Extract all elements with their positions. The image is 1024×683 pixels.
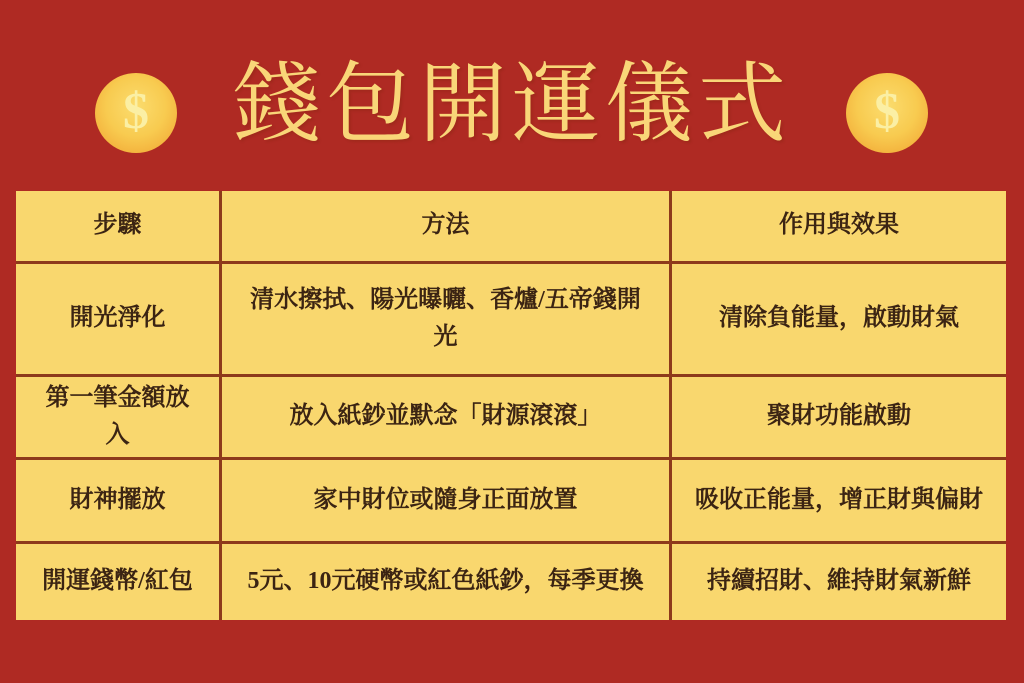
- column-header-effect: 作用與效果: [672, 191, 1006, 261]
- table-cell-effect: 持續招財、維持財氣新鮮: [672, 544, 1006, 620]
- table-cell-method: 放入紙鈔並默念「財源滾滾」: [222, 377, 669, 457]
- table-cell-effect: 聚財功能啟動: [672, 377, 1006, 457]
- table-cell-step: 開光淨化: [16, 264, 219, 374]
- column-header-method: 方法: [222, 191, 669, 261]
- table-cell-method: 清水擦拭、陽光曝曬、香爐/五帝錢開光: [222, 264, 669, 374]
- table-cell-method: 家中財位或隨身正面放置: [222, 460, 669, 541]
- table-cell-step: 財神擺放: [16, 460, 219, 541]
- table-cell-step: 第一筆金額放入: [16, 377, 219, 457]
- table-cell-step: 開運錢幣/紅包: [16, 544, 219, 620]
- table-cell-effect: 吸收正能量，增正財與偏財: [672, 460, 1006, 541]
- page-title: 錢包開運儀式: [232, 57, 791, 154]
- dollar-icon: $: [874, 83, 900, 140]
- ritual-table: [16, 191, 1006, 620]
- coin-icon-right: [846, 73, 928, 153]
- dollar-icon: $: [123, 83, 149, 140]
- column-header-step: 步驟: [16, 191, 219, 261]
- header-banner: [0, 0, 1024, 190]
- table-cell-method: 5元、10元硬幣或紅色紙鈔，每季更換: [222, 544, 669, 620]
- table-cell-effect: 清除負能量，啟動財氣: [672, 264, 1006, 374]
